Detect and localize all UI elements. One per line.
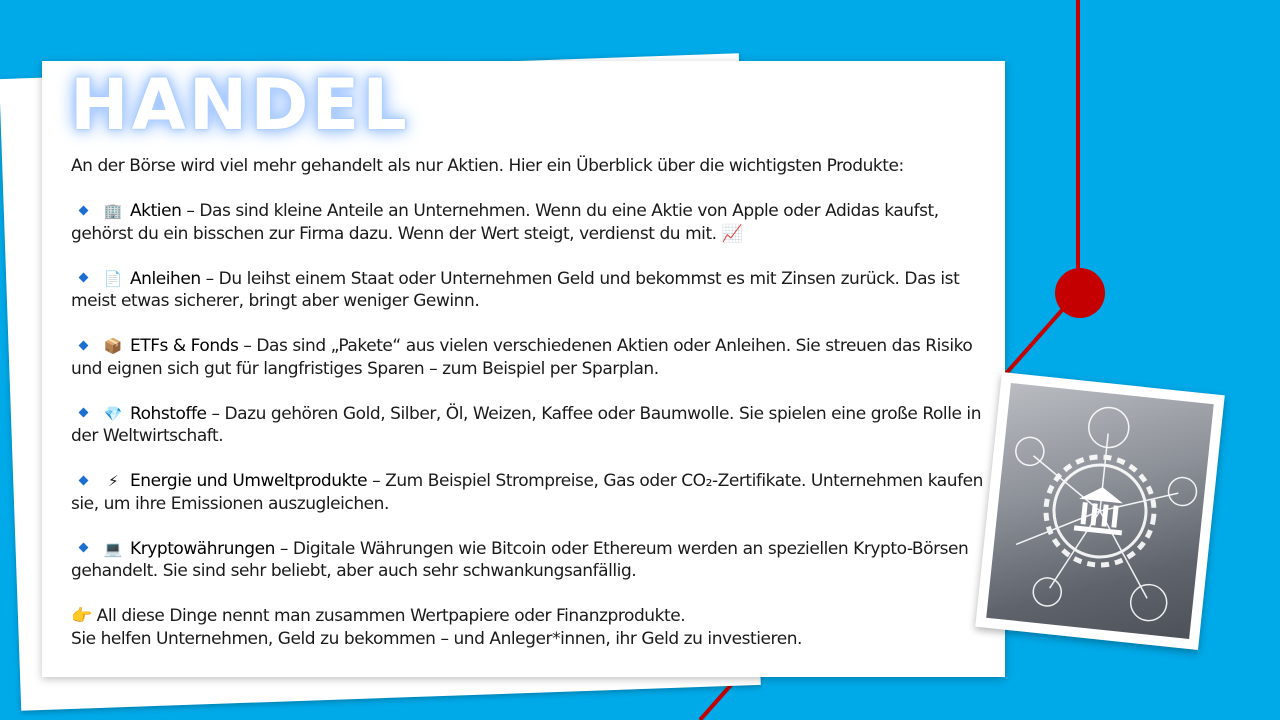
gem-icon: 💎 (103, 404, 123, 423)
pointing-hand-icon: 👉 (71, 606, 92, 626)
list-item (71, 200, 996, 245)
slide-body (71, 155, 996, 650)
diamond-bullet-icon (79, 273, 89, 283)
lock-node-icon (1087, 405, 1131, 449)
closing-line-2: Sie helfen Unternehmen, Geld zu bekommen – und Anleger*innen, ihr Geld zu investieren. (71, 628, 802, 649)
package-icon: 📦 (103, 337, 123, 355)
closing-line-1: All diese Dinge nennt man zusammen Wertpapiere oder Finanzprodukte. (91, 606, 686, 626)
chart-increasing-icon: 📈 (721, 223, 743, 244)
banking-photo (975, 372, 1225, 650)
item-term: ETFs & Fonds (130, 336, 239, 356)
item-text: – Du leihst einem Staat oder Unternehmen Geld und bekommst es mit Zinsen zurück. Das ist meist etwas sicherer, bringt aber weniger Gewinn. (71, 268, 960, 311)
list-item (71, 470, 996, 515)
item-text: – Digitale Währungen wie Bitcoin oder Ethereum werden an speziellen Krypto-Börsen gehandelt. Sie sind sehr beliebt, aber auch sehr schwankungsanfällig. (71, 538, 969, 581)
card-node-icon (1167, 476, 1198, 507)
diamond-bullet-icon (79, 475, 89, 485)
item-term: Energie und Umweltprodukte (130, 471, 368, 491)
intro-text: An der Börse wird viel mehr gehandelt als nur Aktien. Hier ein Überblick über die wichtigsten Produkte: (71, 156, 904, 176)
item-term: Rohstoffe (130, 403, 207, 424)
laptop-icon: 💻 (103, 539, 123, 558)
chip-node-icon (1032, 577, 1063, 608)
timeline-node (1055, 268, 1105, 318)
diamond-bullet-icon (79, 408, 89, 418)
money-node-icon (1129, 583, 1169, 623)
item-term: Kryptowährungen (130, 538, 275, 559)
diamond-bullet-icon (79, 340, 89, 350)
item-text: – Das sind kleine Anteile an Unternehmen. Wenn du eine Aktie von Apple oder Adidas kaufst, gehörst du ein bisschen zur Firma dazu. Wenn der Wert steigt, verdienst du mit. (71, 201, 939, 244)
item-term: Aktien (130, 201, 182, 221)
list-item (71, 403, 996, 448)
item-text: – Das sind „Pakete“ aus vielen verschiedenen Aktien oder Anleihen. Sie streuen das Risiko und eignen sich gut für langfristiges Sparen – zum Beispiel per Sparplan. (71, 336, 973, 379)
item-text: – Zum Beispiel Strompreise, Gas oder CO₂-Zertifikate. Unternehmen kaufen sie, um ihre Emissionen auszugleichen. (71, 471, 983, 514)
bank-network-illustration (986, 383, 1214, 639)
diamond-bullet-icon (79, 543, 89, 553)
lightning-icon: ⚡ (107, 472, 119, 490)
office-building-icon: 🏢 (103, 202, 123, 220)
list-item (71, 268, 996, 313)
document-icon: 📄 (103, 269, 123, 288)
item-text: – Dazu gehören Gold, Silber, Öl, Weizen, Kaffee oder Baumwolle. Sie spielen eine große Rolle in der Weltwirtschaft. (71, 403, 982, 446)
diamond-bullet-icon (79, 205, 89, 215)
list-item (71, 538, 996, 583)
page-title: HANDEL (70, 64, 410, 146)
item-term: Anleihen (130, 268, 201, 289)
list-item (71, 335, 996, 380)
closing-text (71, 605, 996, 650)
